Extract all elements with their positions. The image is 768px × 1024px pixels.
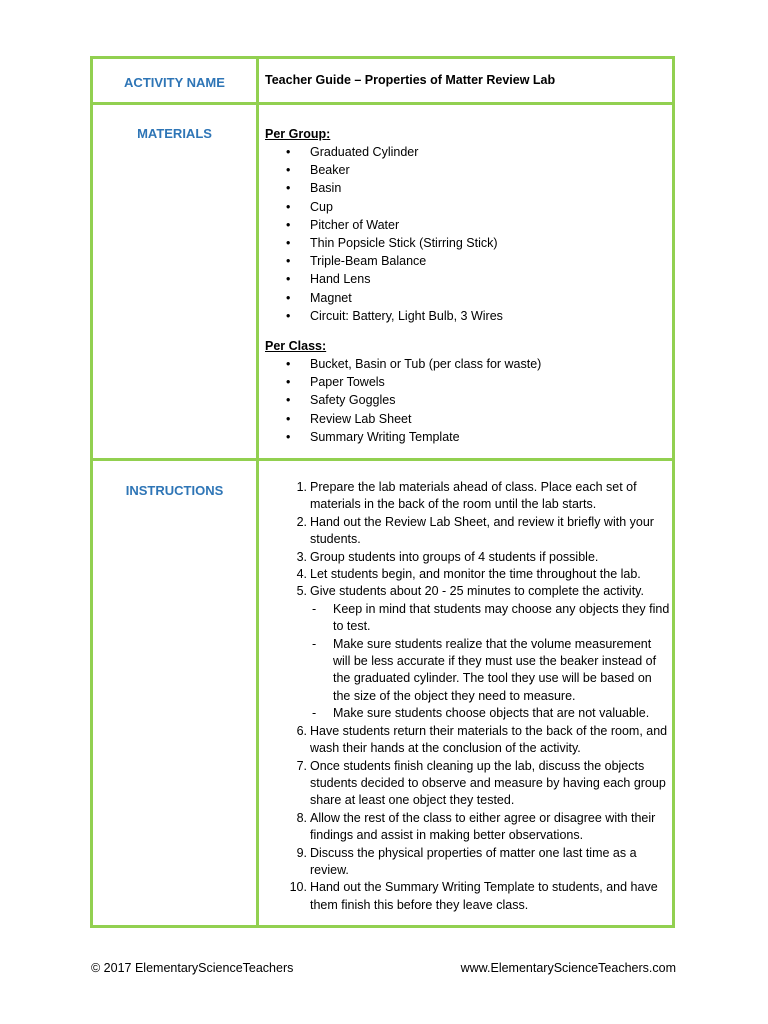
list-item: 5. Give students about 20 - 25 minutes to complete the activity. - Keep in mind that students may choose any objects they find to test. - Make sure students realize that the volume measurement will be less accurate if they must use the beaker instead of the graduated cylinder. The tool they use will be based on the size of the object they need to measure. - Make sure students choose objects that are not valuable. [265, 583, 672, 722]
list-item: • Beaker [265, 161, 672, 179]
instructions-content [259, 461, 672, 925]
list-item: • Hand Lens [265, 270, 672, 288]
sub-list-item: - Keep in mind that students may choose any objects they find to test. [310, 601, 672, 636]
activity-name-label: ACTIVITY NAME [93, 59, 259, 105]
instructions-label: INSTRUCTIONS [93, 461, 259, 925]
list-item: 2. Hand out the Review Lab Sheet, and review it briefly with your students. [296, 514, 654, 547]
list-item: • Summary Writing Template [265, 428, 672, 446]
lesson-table [90, 56, 675, 928]
list-item: • Triple-Beam Balance [265, 252, 672, 270]
list-item: • Bucket, Basin or Tub (per class for waste) [265, 355, 672, 373]
per-class-list [265, 355, 672, 446]
list-item: • Cup [265, 198, 672, 216]
list-item: 10. Hand out the Summary Writing Template to students, and have them finish this before they leave class. [289, 880, 658, 912]
instructions-list [265, 479, 672, 914]
sub-list [310, 601, 672, 723]
materials-label: MATERIALS [93, 105, 259, 461]
sub-list-item: - Make sure students choose objects that are not valuable. [310, 705, 672, 722]
list-item: 6. Have students return their materials to the back of the room, and wash their hands at the conclusion of the activity. [296, 723, 668, 756]
per-group-heading: Per Group: [265, 127, 331, 141]
list-item: 1. Prepare the lab materials ahead of class. Place each set of materials in the back of the room until the lab starts. [296, 480, 637, 512]
list-item: 7. Once students finish cleaning up the lab, discuss the objects students decided to observe and measure by having each group share at least one object they tested. [296, 758, 666, 808]
list-item: • Thin Popsicle Stick (Stirring Stick) [265, 234, 672, 252]
footer-url: www.ElementaryScienceTeachers.com [460, 961, 676, 975]
list-item: • Paper Towels [265, 373, 672, 391]
materials-content [259, 105, 672, 461]
list-item: • Basin [265, 179, 672, 197]
sub-list-item: - Make sure students realize that the volume measurement will be less accurate if they must use the beaker instead of the graduated cylinder. The tool they use will be based on the size of the object they need to measure. [310, 636, 672, 706]
list-item: • Graduated Cylinder [265, 143, 672, 161]
list-item: 9. Discuss the physical properties of matter one last time as a review. [296, 845, 637, 877]
list-item: 3. Group students into groups of 4 students if possible. [296, 549, 599, 564]
list-item: • Magnet [265, 289, 672, 307]
list-item: 4. Let students begin, and monitor the time throughout the lab. [296, 567, 641, 582]
list-item: 8. Allow the rest of the class to either agree or disagree with their findings and assist in making better observations. [296, 810, 656, 843]
activity-name-value: Teacher Guide – Properties of Matter Review Lab [259, 59, 672, 105]
list-item: • Review Lab Sheet [265, 410, 672, 428]
list-item: • Circuit: Battery, Light Bulb, 3 Wires [265, 307, 672, 325]
per-group-list [265, 143, 672, 325]
list-item: • Pitcher of Water [265, 216, 672, 234]
list-item: • Safety Goggles [265, 391, 672, 409]
footer-copyright: © 2017 ElementaryScienceTeachers [91, 961, 294, 975]
per-class-heading: Per Class: [265, 339, 327, 354]
